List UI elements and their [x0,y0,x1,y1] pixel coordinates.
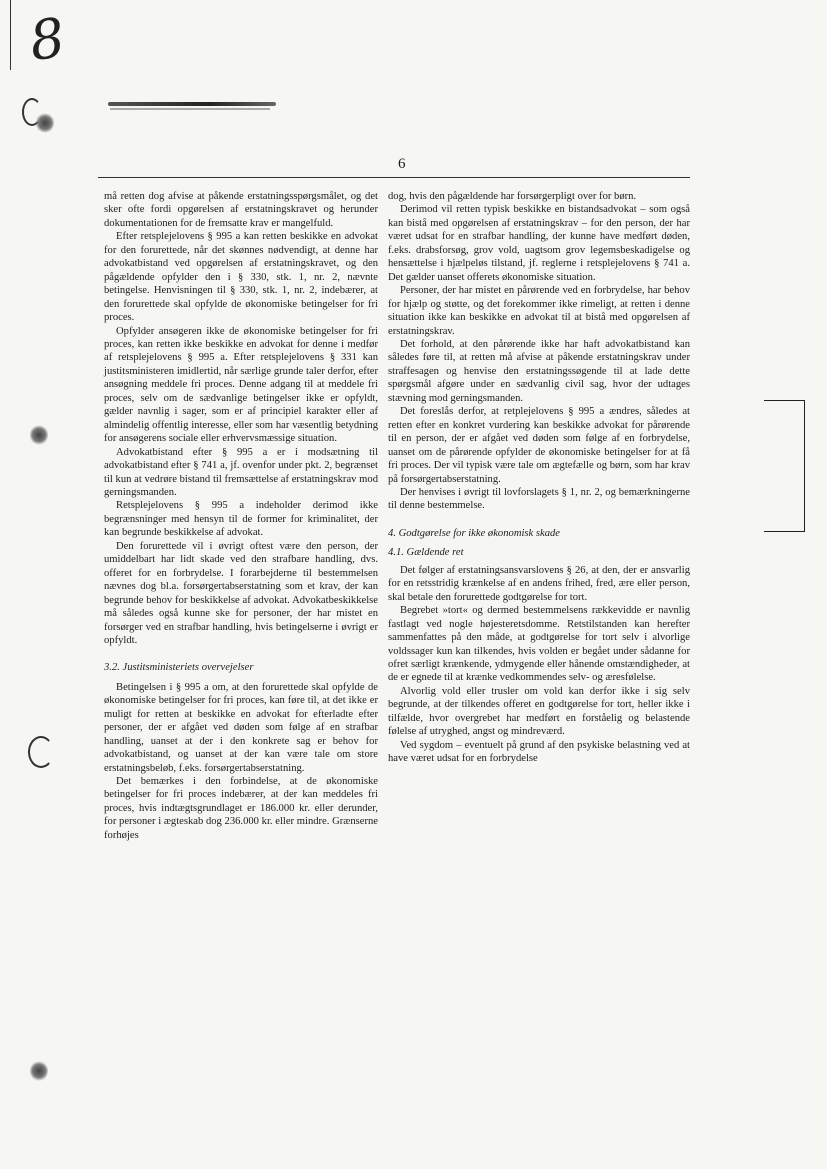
paragraph: Ved sygdom – eventuelt på grund af den psykiske belastning ved at have været udsat for en forbrydelse [388,739,690,765]
paragraph: Den forurettede vil i øvrigt oftest være den person, der umiddelbart har lidt skade ved den strafbare handling, dvs. offeret for en forbrydelse. I forarbejderne til bestemmelsen nævnes dog bl.a. forsørgertabserstatning som et krav, der kan begrunde behov for beskikkelse af advokat. Advokatbeskikkelse må således også kunne ske for personer, der har mistet en forsørger ved en strafbar handling, hvis betingelserne i øvrigt er opfyldt. [104,540,378,646]
paragraph: Derimod vil retten typisk beskikke en bistandsadvokat – som også kan bistå med opgørelsen af erstatningskrav – for den person, der har været udsat for en strafbar handling, der kunne have medført døden, f.eks. drabsforsøg, grov vold, uagtsom grov legemsbeskadigelse og hensættelse i hjælpeløs tilstand, jf. reglerne i retsplejelovens § 741 a. Det gælder uanset offerets økonomiske situation. [388,204,690,283]
left-margin-line [10,0,11,70]
section-heading: 3.2. Justitsministeriets overvejelser [104,662,254,674]
paragraph: Det bemærkes i den forbindelse, at de økonomiske betingelser for fri proces indebærer, at der kan meddeles fri proces, hvis indtægtsgrundlaget er 186.000 kr. eller derunder, for personer i ægteskab dog 236.000 kr. eller mindre. Grænserne forhøjes [104,776,378,841]
paragraph: Advokatbistand efter § 995 a er i modsætning til advokatbistand efter § 741 a, jf. ovenfor under pkt. 2, begrænset til kun at vedrøre bistand til fremsættelse af erstatningskrav mod gerningsmanden. [104,446,378,498]
margin-bracket [764,400,805,532]
paragraph: Efter retsplejelovens § 995 a kan retten beskikke en advokat for den forurettede, når det skønnes nødvendigt, at denne har advokatbistand ved opgørelsen af erstatningskravet, og den pågældende opfylder den i § 330, stk. 1, nr. 2, nævnte betingelse. Henvisningen til § 330, stk. 1, nr. 2, indebærer, at den forurettede skal opfylde de økonomiske betingelser for fri proces. [104,231,378,324]
staple-mark [108,102,276,106]
punch-hole [30,424,48,446]
punch-hole [36,112,54,134]
paragraph: Alvorlig vold eller trusler om vold kan derfor ikke i sig selv begrunde, at der tilkendes offeret en godtgørelse for tort, heller ikke i tilfælde, hvor overgrebet har medført en forståelig og belastende følelse af utryghed, angst og mindreværd. [388,685,690,738]
paragraph: Der henvises i øvrigt til lovforslagets § 1, nr. 2, og bemærkningerne til denne bestemmelse. [388,486,690,512]
paragraph: Betingelsen i § 995 a om, at den forurettede skal opfylde de økonomiske betingelser for fri proces, kan føre til, at det ikke er muligt for retten at beskikke en advokat for efterladte efter personer, der er afgået ved døden som følge af en strafbar handling, uanset at der i den konkrete sag er behov for advokatbistand, og uanset at der kan være tale om store erstatningsbeløb, f.eks. forsørgertabserstatning. [104,681,378,774]
page-number: 6 [398,156,406,172]
left-text-column [104,190,378,842]
paragraph: dog, hvis den pågældende har forsørgerpligt over for børn. [388,191,637,202]
paragraph: Begrebet »tort« og dermed bestemmelsens rækkevidde er navnlig fastlagt ved nogle højesteretsdomme. Retstilstanden kan herefter sammenfattes på den måde, at godtgørelse for tort selv i alvorlige voldssager kun kan tilkendes, hvis volden er begået under sådanne for ofret særligt krænkende, ydmygende eller hånende omstændigheder, at de er egnede til at krænke vedkommendes selv- og æresfølelse. [388,605,690,684]
paragraph: Det forhold, at den pårørende ikke har haft advokatbistand kan således føre til, at retten må afvise at påkende erstatningskrav under straffesagen og henvise den erstatningssøgende til at lade dette spørgsmål afgøre under en sædvanlig civil sag, hvor der udtages stævning mod gerningsmanden. [388,338,690,404]
handwritten-page-mark: 8 [25,5,69,74]
punch-hole [30,1060,48,1082]
paragraph: Retsplejelovens § 995 a indeholder derimod ikke begrænsninger med hensyn til de former for kriminalitet, der kan begrunde beskikkelse af advokat. [104,500,378,539]
right-text-column [388,190,690,766]
paragraph: Det foreslås derfor, at retplejelovens § 995 a ændres, således at retten efter en konkret vurdering kan beskikke advokat for pårørende til en person, der er afgået ved døden som følge af en forbrydelse, uanset om de pårørende opfylder de økonomiske betingelser for at få fri proces. Der vil typisk være tale om ægtefælle og børn, som har krav på forsørgertabserstatning. [388,406,690,485]
paragraph: Opfylder ansøgeren ikke de økonomiske betingelser for fri proces, kan retten ikke beskikke en advokat for denne i medfør af retsplejelovens § 995 a. Efter retsplejelovens § 331 kan justitsministeren imidlertid, når særlige grunde taler derfor, efter ansøgning meddele fri proces. Denne adgang til at meddele fri proces, selv om de sædvanlige betingelser ikke er opfyldt, gælder navnlig i sager, som er af principiel karakter eller af almindelig offentlig interesse, eller som har væsentlig betydning for ansøgerens sociale eller erhvervsmæssige situation. [104,325,378,445]
header-rule [98,177,690,178]
paragraph: Personer, der har mistet en pårørende ved en forbrydelse, har behov for hjælp og støtte, og det forekommer ikke rimeligt, at retten i denne situation ikke kan beskikke en advokat til at bistå med opgørelsen af erstatningskrav. [388,285,690,337]
punch-hole [28,736,54,768]
staple-shadow [110,108,270,110]
paragraph: Det følger af erstatningsansvarslovens § 26, at den, der er ansvarlig for en retsstridig krænkelse af en andens frihed, fred, ære eller person, skal betale den forurettede godtgørelse for tort. [388,564,690,603]
paragraph: må retten dog afvise at påkende erstatningsspørgsmålet, og det sker ofte fordi opgørelsen af erstatningskravet og herunder dokumentationen for de fremsatte krav er mangelfuld. [104,191,378,229]
section-heading: 4. Godtgørelse for ikke økonomisk skade [388,527,561,539]
section-heading: 4.1. Gældende ret [388,547,464,559]
